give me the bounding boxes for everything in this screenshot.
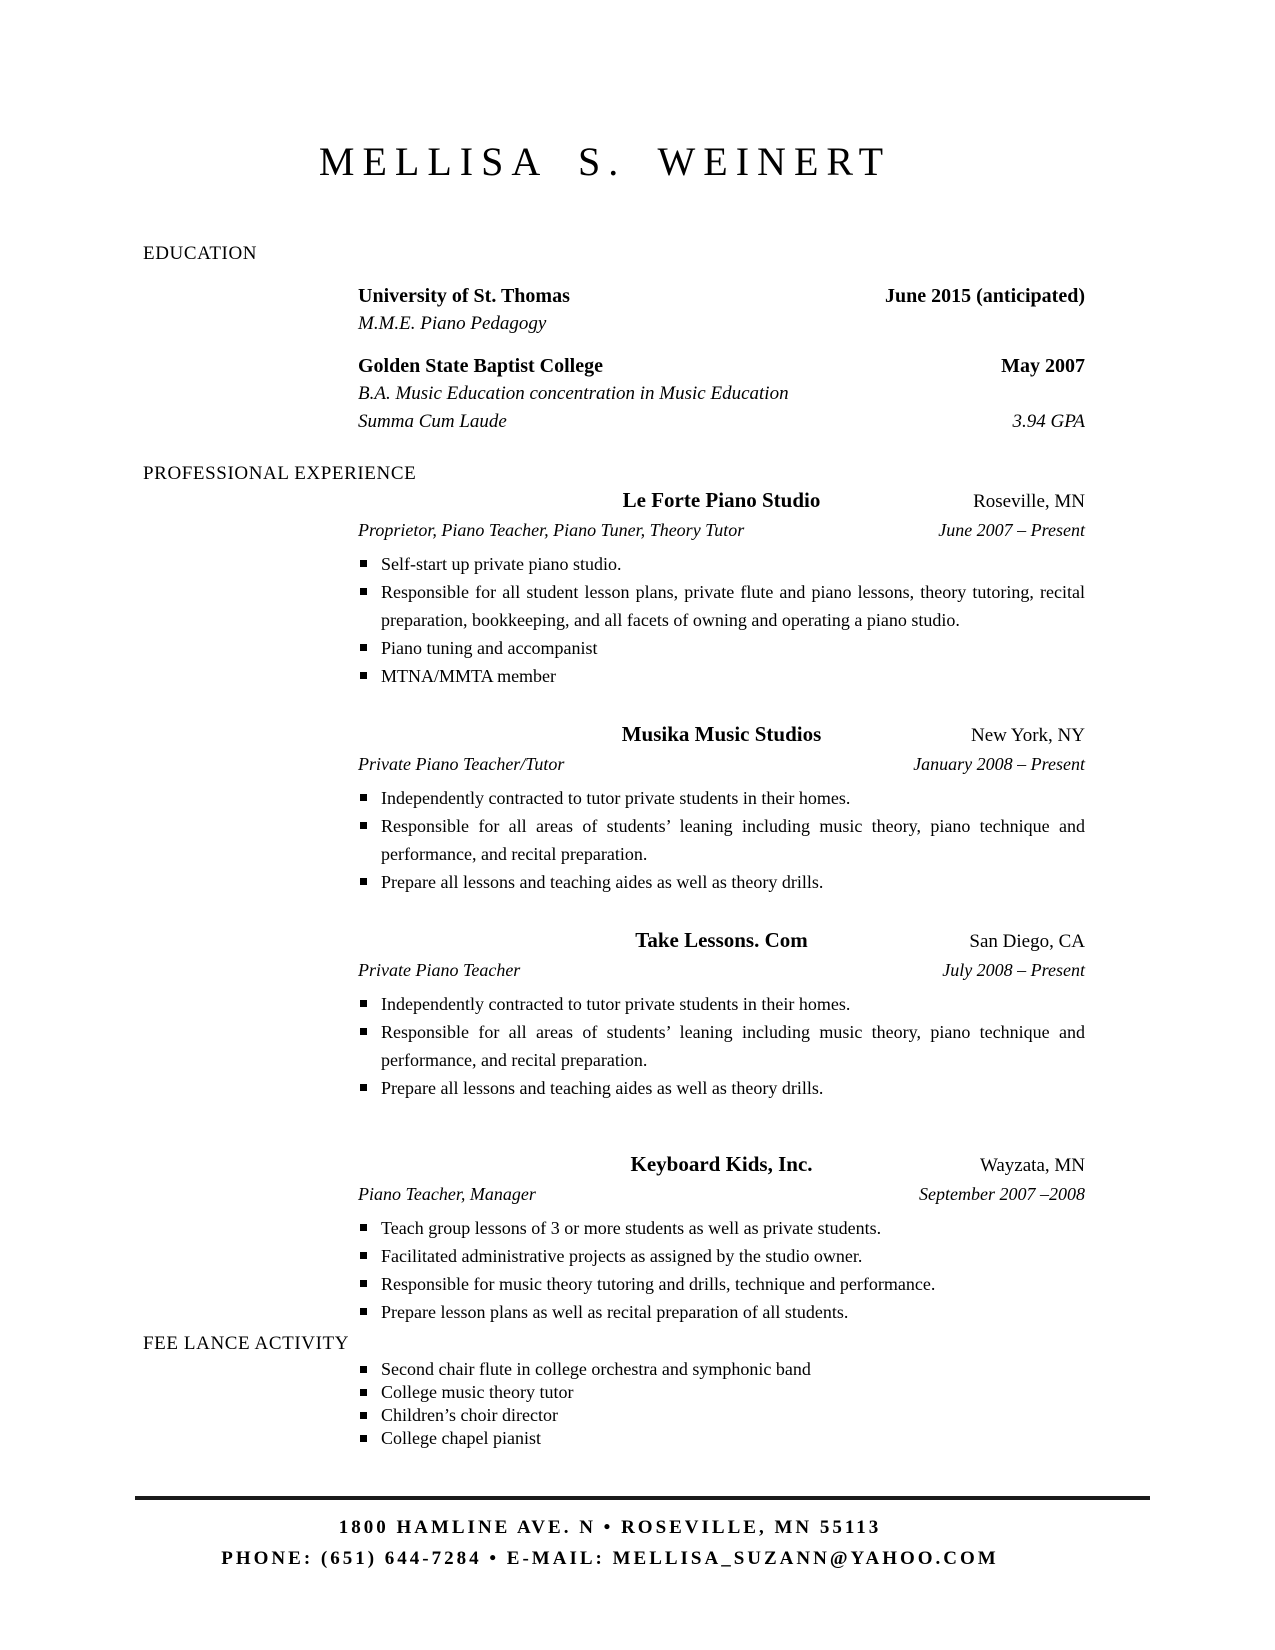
education-entry	[358, 282, 1085, 338]
experience-content	[358, 486, 1085, 1326]
bullet-square-icon	[360, 1389, 367, 1396]
job-entry	[358, 926, 1085, 1102]
page-title: MELLISA S. WEINERT	[318, 139, 892, 184]
bullet-item: Independently contracted to tutor private students in their homes.	[358, 784, 1085, 812]
bullet-item: Prepare lesson plans as well as recital preparation of all students.	[358, 1298, 1085, 1326]
bullet-item: College music theory tutor	[358, 1381, 1085, 1404]
gpa: 3.94 GPA	[1012, 411, 1085, 432]
bullet-square-icon	[360, 1280, 367, 1287]
bullet-square-icon	[360, 672, 367, 679]
bullet-square-icon	[360, 1224, 367, 1231]
company-location: San Diego, CA	[969, 931, 1085, 952]
job-entry	[358, 486, 1085, 690]
bullet-square-icon	[360, 1084, 367, 1091]
bullet-item: Facilitated administrative projects as assigned by the studio owner.	[358, 1242, 1085, 1270]
bullet-item: Responsible for all student lesson plans, private flute and piano lessons, theory tutoring, recital preparation, bookkeeping, and all facets of owning and operating a piano studio.	[358, 578, 1085, 634]
job-entry	[358, 720, 1085, 896]
footer-divider	[135, 1496, 1150, 1500]
bullet-item: Prepare all lessons and teaching aides as well as theory drills.	[358, 868, 1085, 896]
job-role: Proprietor, Piano Teacher, Piano Tuner, Theory Tutor	[358, 520, 745, 540]
header	[0, 138, 1210, 185]
footer-address: 1800 HAMLINE AVE. N • ROSEVILLE, MN 55113	[338, 1517, 882, 1538]
bullet-item: Children’s choir director	[358, 1404, 1085, 1427]
bullet-square-icon	[360, 1308, 367, 1315]
bullet-square-icon	[360, 560, 367, 567]
freelance-content	[358, 1358, 1085, 1450]
company-name: Le Forte Piano Studio	[622, 488, 821, 512]
job-dates: June 2007 – Present	[938, 520, 1085, 540]
bullet-item: Prepare all lessons and teaching aides as well as theory drills.	[358, 1074, 1085, 1102]
graduation-date: June 2015 (anticipated)	[885, 285, 1085, 307]
bullet-square-icon	[360, 878, 367, 885]
bullet-square-icon	[360, 1000, 367, 1007]
job-role: Piano Teacher, Manager	[358, 1184, 536, 1204]
job-dates: January 2008 – Present	[913, 754, 1085, 774]
job-bullet-list	[358, 1214, 1085, 1326]
bullet-square-icon	[360, 1366, 367, 1373]
school-name: University of St. Thomas	[358, 285, 570, 307]
footer-contact: PHONE: (651) 644-7284 • E-MAIL: MELLISA_SUZANN@YAHOO.COM	[221, 1548, 999, 1569]
job-bullet-list	[358, 990, 1085, 1102]
bullet-square-icon	[360, 1028, 367, 1035]
company-location: Wayzata, MN	[979, 1155, 1085, 1176]
bullet-item: Independently contracted to tutor private students in their homes.	[358, 990, 1085, 1018]
job-entry	[358, 1150, 1085, 1326]
bullet-item: MTNA/MMTA member	[358, 662, 1085, 690]
bullet-item: College chapel pianist	[358, 1427, 1085, 1450]
company-name: Take Lessons. Com	[635, 928, 808, 952]
footer	[0, 1496, 1275, 1574]
bullet-item: Teach group lessons of 3 or more students as well as private students.	[358, 1214, 1085, 1242]
degree-name: B.A. Music Education concentration in Music Education	[358, 383, 789, 404]
bullet-item: Responsible for music theory tutoring and drills, technique and performance.	[358, 1270, 1085, 1298]
job-role: Private Piano Teacher/Tutor	[358, 754, 565, 774]
bullet-item: Piano tuning and accompanist	[358, 634, 1085, 662]
graduation-date: May 2007	[1001, 355, 1085, 377]
freelance-bullet-list	[358, 1358, 1085, 1450]
job-bullet-list	[358, 784, 1085, 896]
honors: Summa Cum Laude	[358, 411, 507, 432]
company-name: Musika Music Studios	[621, 722, 822, 746]
bullet-item: Self-start up private piano studio.	[358, 550, 1085, 578]
bullet-item: Responsible for all areas of students’ leaning including music theory, piano technique and performance, and recital preparation.	[358, 812, 1085, 868]
bullet-square-icon	[360, 1252, 367, 1259]
bullet-square-icon	[360, 822, 367, 829]
bullet-square-icon	[360, 588, 367, 595]
company-location: Roseville, MN	[973, 491, 1085, 512]
job-dates: September 2007 –2008	[919, 1184, 1085, 1204]
education-entry	[358, 352, 1085, 436]
education-heading: EDUCATION	[143, 243, 258, 264]
education-content	[358, 282, 1085, 436]
job-bullet-list	[358, 550, 1085, 690]
bullet-square-icon	[360, 1435, 367, 1442]
school-name: Golden State Baptist College	[358, 355, 603, 377]
bullet-square-icon	[360, 644, 367, 651]
company-name: Keyboard Kids, Inc.	[630, 1152, 813, 1176]
freelance-heading: FEE LANCE ACTIVITY	[143, 1333, 350, 1354]
bullet-item: Second chair flute in college orchestra and symphonic band	[358, 1358, 1085, 1381]
job-role: Private Piano Teacher	[358, 960, 521, 980]
bullet-item: Responsible for all areas of students’ leaning including music theory, piano technique and performance, and recital preparation.	[358, 1018, 1085, 1074]
job-dates: July 2008 – Present	[942, 960, 1085, 980]
bullet-square-icon	[360, 1412, 367, 1419]
bullet-square-icon	[360, 794, 367, 801]
company-location: New York, NY	[970, 725, 1085, 746]
degree-name: M.M.E. Piano Pedagogy	[358, 313, 547, 334]
experience-heading: PROFESSIONAL EXPERIENCE	[143, 463, 417, 484]
